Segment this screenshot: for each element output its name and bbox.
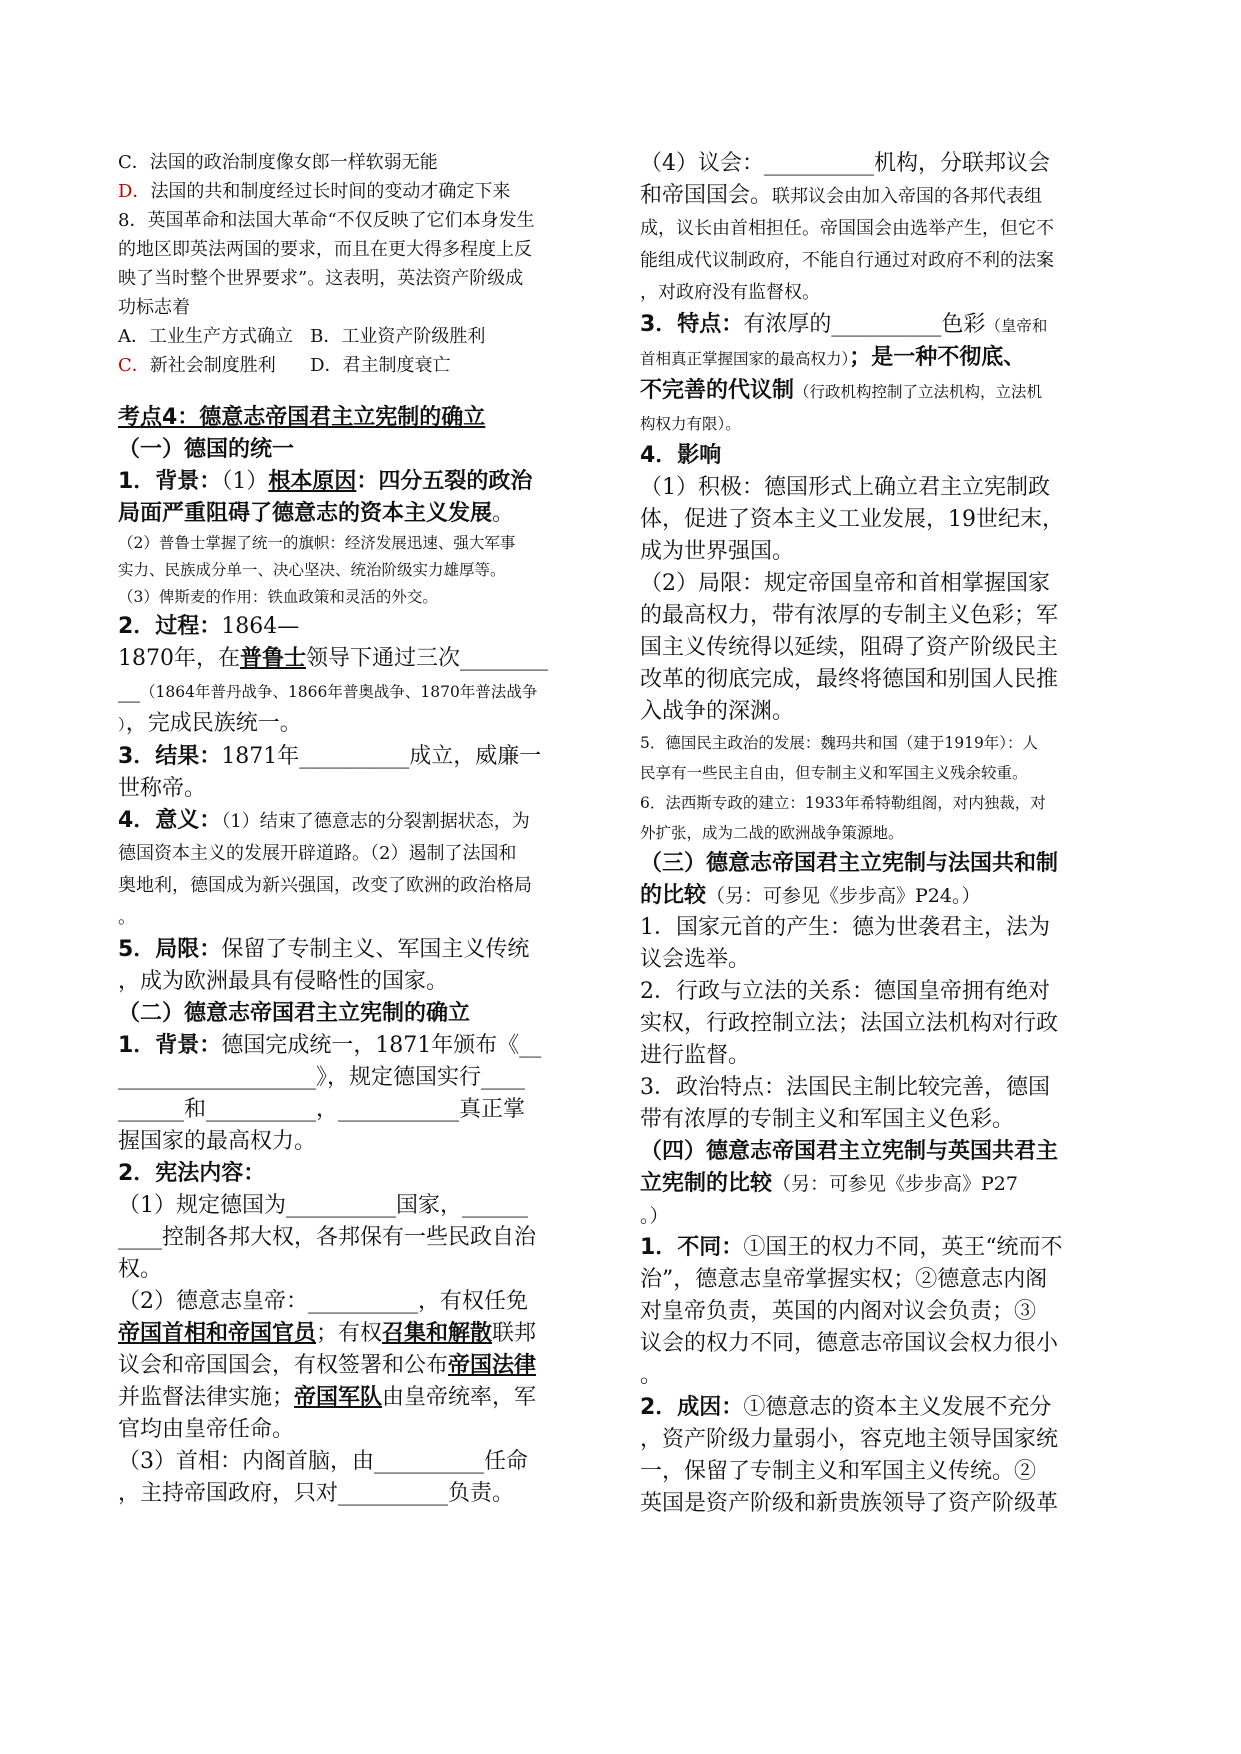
constitution-line: 议会和帝国国会，有权签署和公布帝国法律 [118,1353,537,1378]
impact-line: 体，促进了资本主义工业发展，19世纪末， [640,507,1064,532]
section-title: （四）德意志帝国君主立宪制与英国共君主 [640,1139,1059,1164]
impact-line: 的最高权力，带有浓厚的专制主义色彩；军 [640,603,1059,628]
feature-line: 构权力有限）。 [640,415,741,433]
compare-line: 2．行政与立法的关系：德国皇帝拥有绝对 [640,979,1050,1004]
meaning-line: 。 [118,907,136,928]
process-line: 1870年，在普鲁士领导下通过三次________ [118,646,549,671]
q8-stem-line: 的地区即英法两国的要求，而且在更大得多程度上反 [118,239,532,260]
feature-line: 首相真正掌握国家的最高权力）；是一种不彻底、 [640,345,1026,370]
background-detail: （3）俾斯麦的作用：铁血政策和灵活的外交。 [118,588,438,606]
feature-line: 3．特点：有浓厚的__________色彩（皇帝和 [640,312,1048,337]
q7-option-c: C．法国的政治制度像女郎一样软弱无能 [118,152,438,173]
kp4-title: 考点4：德意志帝国君主立宪制的确立 [118,405,486,430]
bg2-line: ______和__________，___________真正掌 [118,1097,526,1122]
section-title: （一）德国的统一 [118,437,295,462]
impact-label: 4．影响 [640,443,722,468]
difference-line: 治”，德意志皇帝掌握实权；②德意志内阁 [640,1267,1048,1292]
impact-line: （2）局限：规定帝国皇帝和首相掌握国家 [640,571,1050,596]
parliament-line: 成，议长由首相担任。帝国国会由选举产生，但它不 [640,218,1054,239]
meaning-line: 4．意义：（1）结束了德意志的分裂割据状态，为 [118,808,530,833]
constitution-line: 权。 [118,1257,163,1282]
difference-line: 1．不同：①国王的权力不同，英王“统而不 [640,1235,1063,1260]
background-detail: 实力、民族成分单一、决心坚决、统治阶级实力雄厚等。 [118,561,506,579]
bg2-line: 1．背景：德国完成统一，1871年颁布《__ [118,1033,542,1058]
compare-line: 实权，行政控制立法；法国立法机构对行政 [640,1011,1059,1036]
section-title: （二）德意志帝国君主立宪制的确立 [118,1001,471,1026]
weimar-line: 民享有一些民主自由，但专制主义和军国主义残余较重。 [640,764,1028,782]
parliament-line: （4）议会：__________机构，分联邦议会 [640,151,1050,176]
cause-line: 一，保留了专制主义和军国主义传统。② [640,1459,1037,1484]
impact-line: 入战争的深渊。 [640,699,795,724]
background-detail: （2）普鲁士掌握了统一的旗帜：经济发展迅速、强大军事 [118,534,516,552]
meaning-line: 德国资本主义的发展开辟道路。（2）遏制了法国和 [118,843,517,864]
constitution-line: 帝国首相和帝国官员；有权召集和解散联邦 [118,1321,537,1346]
section-title: （三）德意志帝国君主立宪制与法国共和制 [640,851,1059,876]
impact-line: 改革的彻底完成，最终将德国和别国人民推 [640,667,1059,692]
parliament-line: 和帝国国会。联邦议会由加入帝国的各邦代表组 [640,183,1043,208]
limit-line: ，成为欧洲最具有侵略性的国家。 [118,969,449,994]
compare-line: 3．政治特点：法国民主制比较完善，德国 [640,1075,1050,1100]
process-line: ），完成民族统一。 [118,711,302,736]
process-line: __（1864年普丹战争、1866年普奥战争、1870年普法战争 [118,678,538,703]
section-title: 。） [640,1205,669,1227]
background-line: 局面严重阻碍了德意志的资本主义发展。 [118,501,515,526]
impact-line: （1）积极：德国形式上确立君主立宪制政 [640,475,1050,500]
fascism-line: 外扩张，成为二战的欧洲战争策源地。 [640,824,904,842]
cause-line: 英国是资产阶级和新贵族领导了资产阶级革 [640,1491,1059,1516]
constitution-line: （2）德意志皇帝：__________，有权任免 [118,1289,528,1314]
difference-line: 议会的权力不同，德意志帝国议会权力很小 [640,1331,1059,1356]
q8-stem-line: 功标志着 [118,297,190,318]
compare-line: 进行监督。 [640,1043,751,1068]
bg2-line: 握国家的最高权力。 [118,1129,317,1154]
compare-line: 带有浓厚的专制主义和军国主义色彩。 [640,1107,1015,1132]
q8-stem-line: 8．英国革命和法国大革命“不仅反映了它们本身发生 [118,210,535,231]
constitution-line: 并监督法律实施；帝国军队由皇帝统率，军 [118,1385,537,1410]
meaning-line: 奥地利，德国成为新兴强国，改变了欧洲的政治格局 [118,875,532,896]
bg2-line: __________________》，规定德国实行____ [118,1065,526,1090]
weimar-line: 5．德国民主政治的发展：魏玛共和国（建于1919年）：人 [640,734,1039,752]
constitution-line: 官均由皇帝任命。 [118,1417,295,1442]
process-line: 2．过程：1864— [118,614,300,639]
answer-mark: D． [118,181,151,202]
parliament-line: ，对政府没有监督权。 [640,282,820,303]
constitution-line: （3）首相：内阁首脑，由__________任命 [118,1449,528,1474]
constitution-line: （1）规定德国为__________国家，______ [118,1193,528,1218]
cause-line: 2．成因：①德意志的资本主义发展不充分 [640,1395,1052,1420]
difference-line: 对皇帝负责，英国的内阁对议会负责；③ [640,1299,1037,1324]
difference-line: 。 [640,1363,663,1388]
background-line: 1．背景：（1）根本原因：四分五裂的政治 [118,469,533,494]
q8-options-cd: C．新社会制度胜利 D．君主制度衰亡 [118,355,451,376]
limit-line: 5．局限：保留了专制主义、军国主义传统 [118,937,530,962]
q8-stem-line: 映了当时整个世界要求”。这表明，英法资产阶级成 [118,268,524,289]
parliament-line: 能组成代议制政府，不能自行通过对政府不利的法案 [640,250,1054,271]
compare-line: 议会选举。 [640,947,751,972]
answer-mark: C． [118,355,150,376]
section-title: 的比较（另：可参见《步步高》P24。） [640,883,981,908]
cause-line: ，资产阶级力量弱小，容克地主领导国家统 [640,1427,1059,1452]
result-line: 世称帝。 [118,776,207,801]
result-line: 3．结果：1871年__________成立，威廉一 [118,744,542,769]
impact-line: 国主义传统得以延续，阻碍了资产阶级民主 [640,635,1059,660]
constitution-line: ____控制各邦大权，各邦保有一些民政自治 [118,1225,537,1250]
fascism-line: 6．法西斯专政的建立：1933年希特勒组阁，对内独裁，对 [640,794,1046,812]
q8-options-ab: A．工业生产方式确立 B．工业资产阶级胜利 [118,326,486,347]
impact-line: 成为世界强国。 [640,539,795,564]
compare-line: 1．国家元首的产生：德为世袭君主，法为 [640,915,1050,940]
q7-option-d: D．法国的共和制度经过长时间的变动才确定下来 [118,181,511,202]
section-title: 立宪制的比较（另：可参见《步步高》P27 [640,1171,1018,1196]
constitution-line: ，主持帝国政府，只对__________负责。 [118,1481,515,1506]
left-column [118,148,600,1510]
right-column [640,148,1122,1520]
feature-line: 不完善的代议制（行政机构控制了立法机构，立法机 [640,378,1043,403]
constitution-label: 2．宪法内容： [118,1161,266,1186]
